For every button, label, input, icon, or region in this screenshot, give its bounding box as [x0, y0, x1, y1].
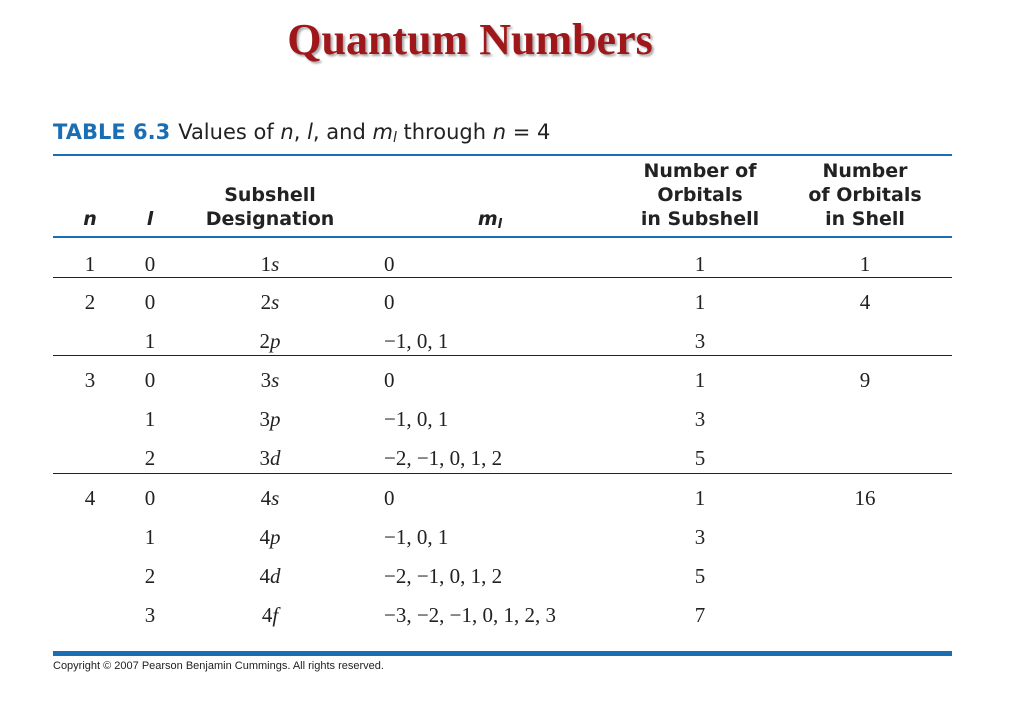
- table-row: [0, 252, 1023, 276]
- copyright-notice: Copyright © 2007 Pearson Benjamin Cummings. All rights reserved.: [53, 660, 384, 672]
- cell-subshell: 2p: [259, 329, 281, 353]
- group-divider: [53, 473, 952, 474]
- cell-n: 3: [84, 368, 96, 392]
- cell-orbitals-shell: 16: [854, 486, 876, 510]
- table-label: TABLE 6.3: [53, 120, 171, 144]
- cell-orbitals-subshell: 1: [694, 368, 706, 392]
- cell-ml: −1, 0, 1: [384, 525, 449, 549]
- cell-orbitals-subshell: 3: [694, 329, 706, 353]
- cell-ml: 0: [384, 486, 395, 510]
- cell-l: 1: [144, 329, 156, 353]
- header-line: of Orbitals: [808, 184, 922, 206]
- caption-text: through: [396, 120, 493, 144]
- cell-orbitals-subshell: 7: [694, 603, 706, 627]
- header-subshell: [190, 183, 350, 231]
- cell-subshell: 4p: [259, 525, 281, 549]
- table-row: [0, 368, 1023, 392]
- table-caption: [53, 120, 550, 146]
- group-divider: [53, 277, 952, 278]
- cell-subshell: 4d: [259, 564, 281, 588]
- header-l: l: [146, 208, 154, 230]
- cell-l: 1: [144, 407, 156, 431]
- cell-ml: −2, −1, 0, 1, 2: [384, 564, 503, 588]
- cell-l: 2: [144, 564, 156, 588]
- cell-orbitals-subshell: 5: [694, 564, 706, 588]
- cell-l: 1: [144, 525, 156, 549]
- cell-orbitals-subshell: 5: [694, 446, 706, 470]
- caption-text: = 4: [506, 120, 551, 144]
- cell-subshell: 4s: [260, 486, 280, 510]
- cell-ml: 0: [384, 252, 395, 276]
- cell-l: 0: [144, 252, 156, 276]
- cell-l: 0: [144, 290, 156, 314]
- cell-l: 0: [144, 368, 156, 392]
- caption-var-n: n: [280, 120, 294, 144]
- cell-n: 1: [84, 252, 96, 276]
- header-line: Designation: [205, 208, 335, 230]
- table-row: [0, 486, 1023, 510]
- caption-var-m: m: [372, 120, 393, 144]
- header-line: in Shell: [825, 208, 905, 230]
- caption-var-m-sub: l: [392, 130, 397, 146]
- cell-subshell: 2s: [260, 290, 280, 314]
- header-line: Orbitals: [657, 184, 743, 206]
- cell-orbitals-subshell: 1: [694, 290, 706, 314]
- cell-ml: −3, −2, −1, 0, 1, 2, 3: [384, 603, 557, 627]
- table-row: [0, 329, 1023, 353]
- cell-subshell: 3d: [259, 446, 281, 470]
- cell-l: 2: [144, 446, 156, 470]
- header-orbitals-subshell: [620, 159, 780, 231]
- caption-sep: , and: [312, 120, 373, 144]
- cell-orbitals-shell: 9: [859, 368, 871, 392]
- cell-orbitals-subshell: 3: [694, 407, 706, 431]
- cell-l: 0: [144, 486, 156, 510]
- cell-orbitals-subshell: 1: [694, 486, 706, 510]
- caption-sep: ,: [293, 120, 308, 144]
- caption-var-l: l: [307, 120, 313, 144]
- cell-ml: −2, −1, 0, 1, 2: [384, 446, 503, 470]
- cell-subshell: 3p: [259, 407, 281, 431]
- header-line: in Subshell: [640, 208, 760, 230]
- cell-orbitals-subshell: 3: [694, 525, 706, 549]
- header-orbitals-shell: [790, 159, 940, 231]
- cell-orbitals-subshell: 1: [694, 252, 706, 276]
- cell-n: 2: [84, 290, 96, 314]
- cell-subshell: 3s: [260, 368, 280, 392]
- cell-orbitals-shell: 4: [859, 290, 871, 314]
- cell-orbitals-shell: 1: [859, 252, 871, 276]
- header-line: Number of: [643, 160, 757, 182]
- header-n: n: [83, 208, 97, 230]
- table-row: [0, 290, 1023, 314]
- table-row: [0, 446, 1023, 470]
- header-line: Number: [822, 160, 908, 182]
- table-row: [0, 525, 1023, 549]
- table-row: [0, 407, 1023, 431]
- group-divider: [53, 355, 952, 356]
- cell-subshell: 4f: [261, 603, 279, 627]
- header-ml: $m_l$: [477, 208, 503, 232]
- cell-ml: −1, 0, 1: [384, 407, 449, 431]
- cell-ml: 0: [384, 290, 395, 314]
- cell-n: 4: [84, 486, 96, 510]
- cell-subshell: 1s: [260, 252, 280, 276]
- cell-l: 3: [144, 603, 156, 627]
- cell-ml: 0: [384, 368, 395, 392]
- table-bottom-rule: [53, 651, 952, 656]
- caption-text: Values of: [178, 120, 281, 144]
- caption-var-n: n: [492, 120, 507, 144]
- header-line: Subshell: [224, 184, 316, 206]
- table-row: [0, 564, 1023, 588]
- slide-title: Quantum Numbers: [287, 15, 653, 64]
- table-top-rule: [53, 154, 952, 156]
- table-row: [0, 603, 1023, 627]
- cell-ml: −1, 0, 1: [384, 329, 449, 353]
